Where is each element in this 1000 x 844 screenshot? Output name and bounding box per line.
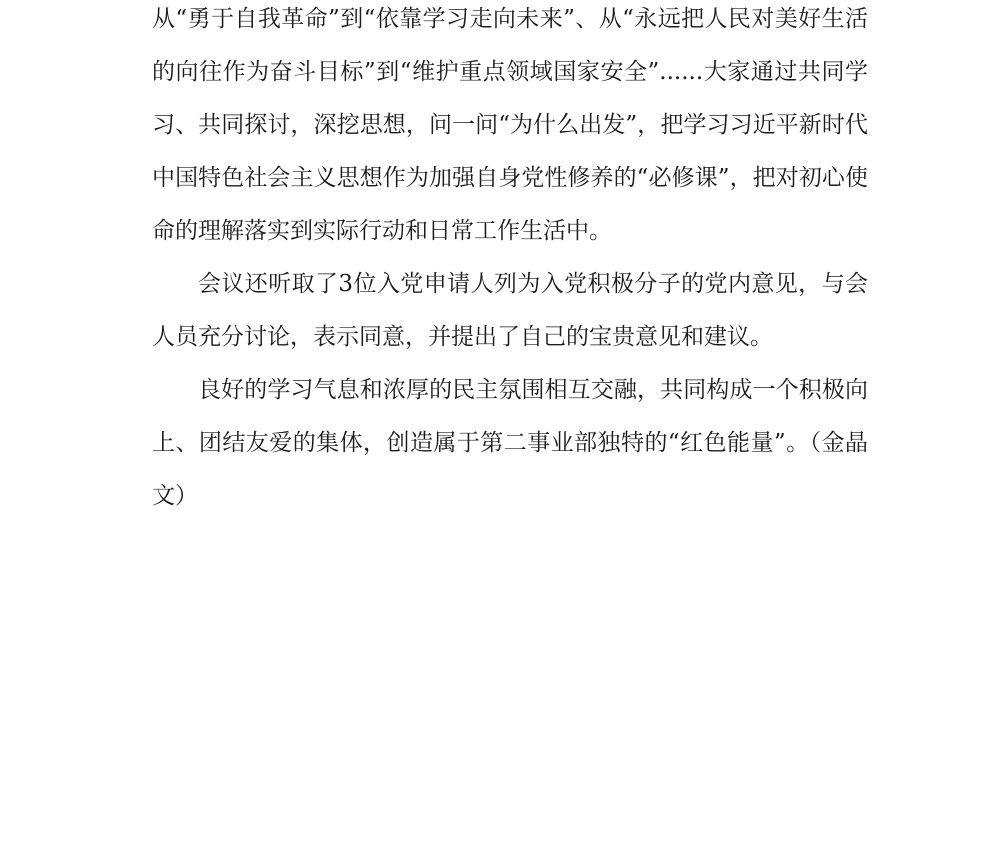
- paragraph-meeting-opinions: 会议还听取了3位入党申请人列为入党积极分子的党内意见，与会人员充分讨论，表示同意，并提出了自己的宝贵意见和建议。: [152, 271, 868, 350]
- paragraph-study-summary: 从“勇于自我革命”到“依靠学习走向未来”、从“永远把人民对美好生活的向往作为奋斗目标”到“维护重点领域国家安全”......大家通过共同学习、共同探讨，深挖思想，问一问“为什么出发”，把学习习近平新时代中国特色社会主义思想作为加强自身党性修养的“必修课”，把对初心使命的理解落实到实际行动和日常工作生活中。: [152, 6, 868, 244]
- paragraph-closing: 良好的学习气息和浓厚的民主氛围相互交融，共同构成一个积极向上、团结友爱的集体，创造属于第二事业部独特的“红色能量”。（金晶文）: [152, 377, 868, 509]
- article-body: [152, 0, 868, 523]
